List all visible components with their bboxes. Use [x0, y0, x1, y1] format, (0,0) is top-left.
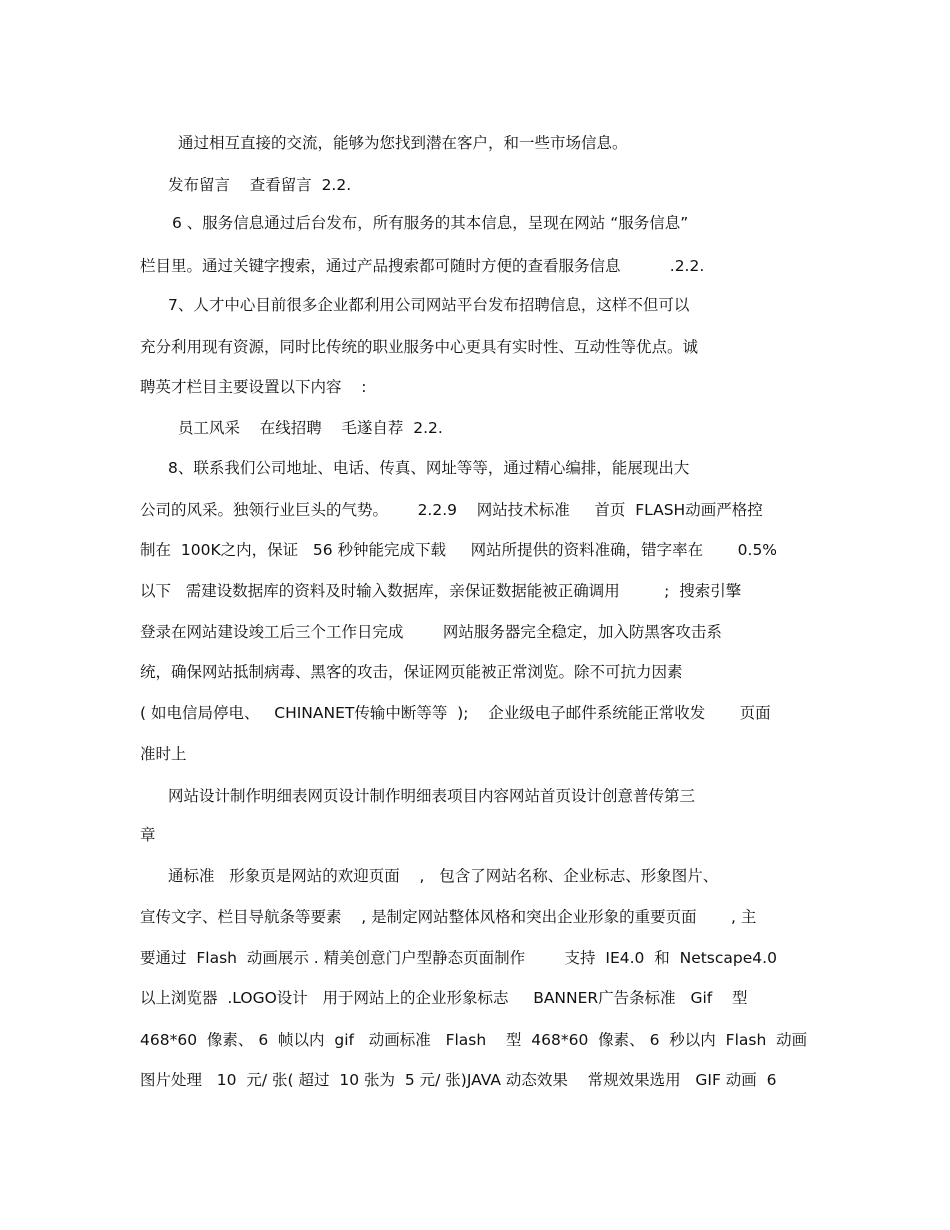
text-line: 以上浏览器 .LOGO设计 用于网站上的企业形象标志 BANNER广告条标准 Gif 型	[140, 989, 748, 1007]
text-line: 充分利用现有资源，同时比传统的职业服务中心更具有实时性、互动性等优点。诚	[140, 338, 699, 356]
text-line: 登录在网站建设竣工后三个工作日完成 网站服务器完全稳定，加入防黑客攻击系	[140, 623, 722, 641]
text-line: 发布留言 查看留言 2.2.	[168, 176, 352, 194]
text-line: 6 、服务信息通过后台发布，所有服务的其本信息，呈现在网站 “服务信息”	[172, 214, 689, 232]
text-line: 7、人才中心目前很多企业都利用公司网站平台发布招聘信息，这样不但可以	[168, 296, 690, 314]
text-line: 聘英才栏目主要设置以下内容 :	[140, 378, 367, 396]
text-line: 通标准 形象页是网站的欢迎页面 , 包含了网站名称、企业标志、形象图片、	[168, 867, 719, 885]
text-line: 以下 需建设数据库的资料及时输入数据库，亲保证数据能被正确调用 ; 搜索引擎	[140, 582, 742, 600]
text-line: 网站设计制作明细表网页设计制作明细表项目内容网站首页设计创意普传第三	[168, 787, 696, 805]
text-line: 通过相互直接的交流，能够为您找到潜在客户，和一些市场信息。	[178, 134, 628, 152]
text-line: 公司的风采。独领行业巨头的气势。 2.2.9 网站技术标准 首页 FLASH动画严格控	[140, 501, 763, 519]
text-line: 8、联系我们公司地址、电话、传真、网址等等，通过精心编排，能展现出大	[168, 459, 690, 477]
text-line: 468*60 像素、 6 帧以内 gif 动画标准 Flash 型 468*60 像素、 6 秒以内 Flash 动画	[140, 1031, 808, 1049]
text-line: 员工风采 在线招聘 毛遂自荐 2.2.	[178, 419, 443, 437]
text-line: 图片处理 10 元/ 张( 超过 10 张为 5 元/ 张)JAVA 动态效果 常规效果选用 GIF 动画 6	[140, 1071, 777, 1089]
text-line: ( 如电信局停电、 CHINANET传输中断等等 ); 企业级电子邮件系统能正常收发 页面	[140, 704, 771, 722]
text-line: 统，确保网站抵制病毒、黑客的攻击，保证网页能被正常浏览。除不可抗力因素	[140, 663, 683, 681]
text-line: 宣传文字、栏目导航条等要素 , 是制定网站整体风格和突出企业形象的重要页面 , 主	[140, 908, 757, 926]
text-line: 章	[140, 826, 156, 844]
text-line: 栏目里。通过关键字搜索，通过产品搜索都可随时方便的查看服务信息 .2.2.	[140, 257, 705, 275]
text-line: 准时上	[140, 745, 187, 763]
text-line: 制在 100K之内，保证 56 秒钟能完成下载 网站所提供的资料准确，错字率在 0.5%	[140, 541, 778, 559]
text-line: 要通过 Flash 动画展示 . 精美创意门户型静态页面制作 支持 IE4.0 和 Netscape4.0	[140, 949, 777, 967]
